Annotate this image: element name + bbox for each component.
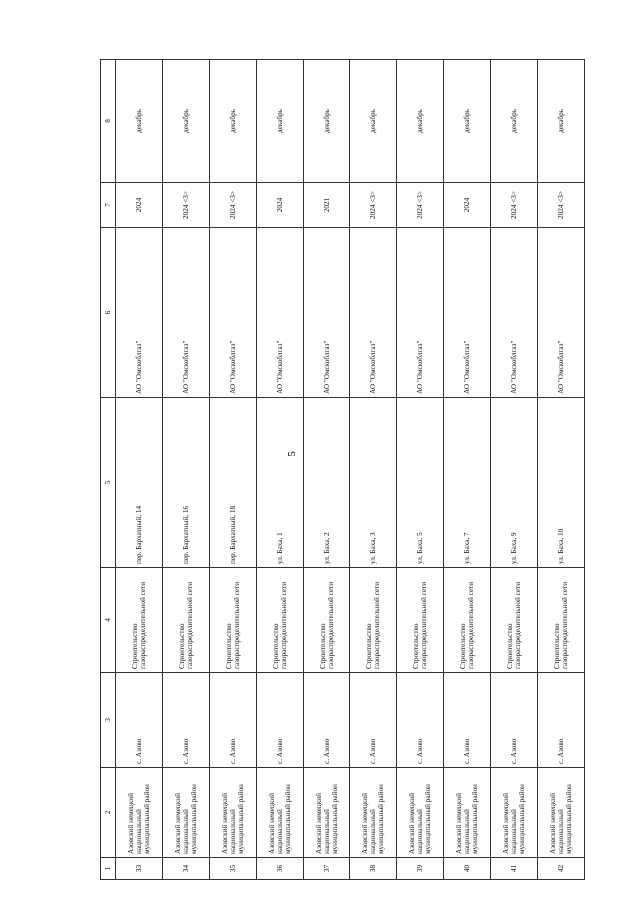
address-cell: ул. Баха, 3 <box>350 398 397 568</box>
address-cell: пер. Бархатный, 14 <box>116 398 163 568</box>
page-number: 5 <box>285 451 298 457</box>
table-row <box>116 60 163 880</box>
district-cell: Азовский немецкий национальный муниципальный район <box>256 768 303 858</box>
table-row <box>444 60 491 880</box>
month-cell: декабрь <box>303 60 350 183</box>
year-cell: 2024 <box>116 183 163 228</box>
table-container <box>100 60 585 880</box>
row-number: 33 <box>116 858 163 880</box>
year-cell: 2024 <3> <box>491 183 538 228</box>
gasification-table <box>100 59 585 880</box>
district-cell: Азовский немецкий национальный муниципальный район <box>350 768 397 858</box>
year-cell: 2024 <3> <box>538 183 585 228</box>
district-cell: Азовский немецкий национальный муниципальный район <box>116 768 163 858</box>
organization-cell: АО "Омскоблгаз" <box>538 228 585 398</box>
district-cell: Азовский немецкий национальный муниципальный район <box>444 768 491 858</box>
organization-cell: АО "Омскоблгаз" <box>397 228 444 398</box>
table-row <box>209 60 256 880</box>
organization-cell: АО "Омскоблгаз" <box>350 228 397 398</box>
table-row <box>491 60 538 880</box>
column-header: 7 <box>101 183 116 228</box>
row-number: 34 <box>162 858 209 880</box>
row-number: 38 <box>350 858 397 880</box>
month-cell: декабрь <box>350 60 397 183</box>
table-row <box>350 60 397 880</box>
column-header: 6 <box>101 228 116 398</box>
work-cell: Строительство газораспределительной сети <box>303 568 350 673</box>
locality-cell: с. Азово <box>116 673 163 768</box>
column-header: 5 <box>101 398 116 568</box>
address-cell: пер. Бархатный, 18 <box>209 398 256 568</box>
district-cell: Азовский немецкий национальный муниципальный район <box>491 768 538 858</box>
row-number: 40 <box>444 858 491 880</box>
work-cell: Строительство газораспределительной сети <box>397 568 444 673</box>
month-cell: декабрь <box>116 60 163 183</box>
locality-cell: с. Азово <box>444 673 491 768</box>
month-cell: декабрь <box>256 60 303 183</box>
row-number: 37 <box>303 858 350 880</box>
work-cell: Строительство газораспределительной сети <box>538 568 585 673</box>
organization-cell: АО "Омскоблгаз" <box>303 228 350 398</box>
table-row <box>303 60 350 880</box>
column-header: 4 <box>101 568 116 673</box>
row-number: 41 <box>491 858 538 880</box>
header-row <box>101 60 116 880</box>
year-cell: 2021 <box>303 183 350 228</box>
month-cell: декабрь <box>162 60 209 183</box>
work-cell: Строительство газораспределительной сети <box>256 568 303 673</box>
address-cell: ул. Баха, 10 <box>538 398 585 568</box>
address-cell: ул. Баха, 7 <box>444 398 491 568</box>
locality-cell: с. Азово <box>397 673 444 768</box>
locality-cell: с. Азово <box>350 673 397 768</box>
month-cell: декабрь <box>444 60 491 183</box>
district-cell: Азовский немецкий национальный муниципальный район <box>209 768 256 858</box>
locality-cell: с. Азово <box>303 673 350 768</box>
address-cell: пер. Бархатный, 16 <box>162 398 209 568</box>
organization-cell: АО "Омскоблгаз" <box>491 228 538 398</box>
column-header: 1 <box>101 858 116 880</box>
column-header: 8 <box>101 60 116 183</box>
row-number: 36 <box>256 858 303 880</box>
locality-cell: с. Азово <box>256 673 303 768</box>
work-cell: Строительство газораспределительной сети <box>116 568 163 673</box>
work-cell: Строительство газораспределительной сети <box>209 568 256 673</box>
district-cell: Азовский немецкий национальный муниципальный район <box>303 768 350 858</box>
month-cell: декабрь <box>397 60 444 183</box>
table-row <box>256 60 303 880</box>
locality-cell: с. Азово <box>209 673 256 768</box>
month-cell: декабрь <box>209 60 256 183</box>
organization-cell: АО "Омскоблгаз" <box>444 228 491 398</box>
row-number: 39 <box>397 858 444 880</box>
organization-cell: АО "Омскоблгаз" <box>116 228 163 398</box>
month-cell: декабрь <box>538 60 585 183</box>
year-cell: 2024 <box>444 183 491 228</box>
year-cell: 2024 <3> <box>397 183 444 228</box>
district-cell: Азовский немецкий национальный муниципальный район <box>538 768 585 858</box>
table-row <box>162 60 209 880</box>
work-cell: Строительство газораспределительной сети <box>162 568 209 673</box>
organization-cell: АО "Омскоблгаз" <box>162 228 209 398</box>
column-header: 3 <box>101 673 116 768</box>
year-cell: 2024 <3> <box>209 183 256 228</box>
locality-cell: с. Азово <box>162 673 209 768</box>
organization-cell: АО "Омскоблгаз" <box>256 228 303 398</box>
district-cell: Азовский немецкий национальный муниципальный район <box>397 768 444 858</box>
district-cell: Азовский немецкий национальный муниципальный район <box>162 768 209 858</box>
year-cell: 2024 <box>256 183 303 228</box>
table-row <box>538 60 585 880</box>
address-cell: ул. Баха, 2 <box>303 398 350 568</box>
row-number: 35 <box>209 858 256 880</box>
table-row <box>397 60 444 880</box>
locality-cell: с. Азово <box>491 673 538 768</box>
year-cell: 2024 <3> <box>162 183 209 228</box>
organization-cell: АО "Омскоблгаз" <box>209 228 256 398</box>
locality-cell: с. Азово <box>538 673 585 768</box>
address-cell: ул. Баха, 5 <box>397 398 444 568</box>
column-header: 2 <box>101 768 116 858</box>
month-cell: декабрь <box>491 60 538 183</box>
work-cell: Строительство газораспределительной сети <box>444 568 491 673</box>
work-cell: Строительство газораспределительной сети <box>350 568 397 673</box>
year-cell: 2024 <3> <box>350 183 397 228</box>
row-number: 42 <box>538 858 585 880</box>
address-cell: ул. Баха, 9 <box>491 398 538 568</box>
work-cell: Строительство газораспределительной сети <box>491 568 538 673</box>
address-cell: ул. Баха, 1 <box>256 398 303 568</box>
